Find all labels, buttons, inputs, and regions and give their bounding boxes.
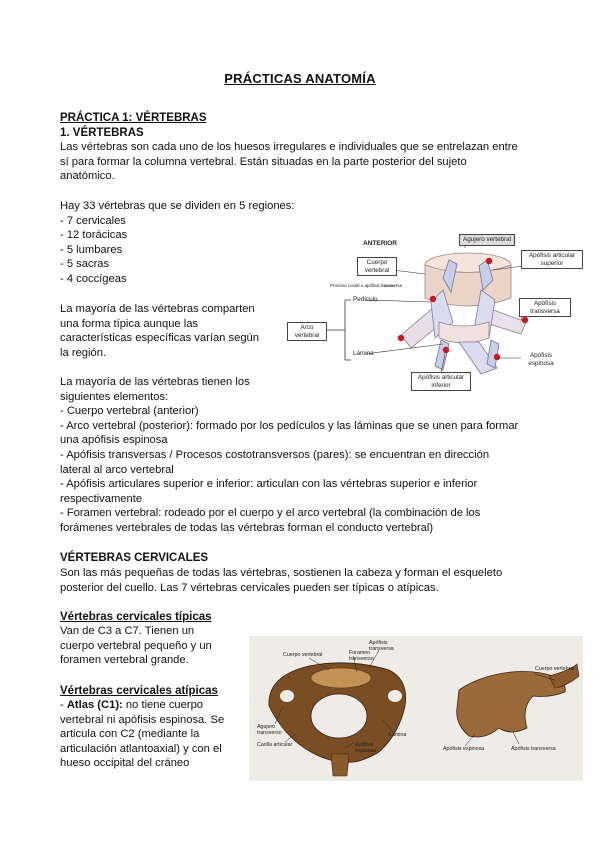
text-line: articula con C2 (mediante la	[60, 728, 200, 741]
text-span: no tiene cuerpo	[122, 699, 204, 711]
cervical-heading: VÉRTEBRAS CERVICALES	[60, 552, 209, 564]
text-line: Van de C3 a C7. Tienen un	[60, 625, 195, 637]
list-item: - Arco vertebral (posterior): formado por los pedículos y las láminas que se unen para formar	[60, 419, 519, 432]
apofisis-espinosa-label: Apófisis espinosa	[355, 742, 377, 754]
apofisis-transversa-label: Apófisis transversa	[369, 640, 394, 652]
lamina-label: Lámina	[389, 732, 407, 738]
apofisis-transversa-label: Apófisis transversa	[519, 298, 571, 317]
list-item: - 5 lumbares	[60, 243, 123, 256]
list-item: - Foramen vertebral: rodeado por el cuerpo y el arco vertebral (la combinación de los	[60, 507, 481, 520]
atlas-label: Atlas (C1):	[66, 699, 123, 711]
list-item: - Apófisis articulares superior e inferior: articulan con las vértebras superior e inferior	[60, 478, 478, 491]
proceso-costal-label: Proceso costal o apófisis transversa	[329, 283, 403, 288]
list-item: una apófisis espinosa	[60, 434, 168, 447]
text-line: articulación atlantoaxial) y con el	[60, 742, 222, 755]
atypical-cervical-heading: Vértebras cervicales atípicas	[60, 685, 218, 697]
apofisis-espinosa-label: Apófisis espinosa	[528, 352, 554, 367]
intro-line: sí para formar la columna vertebral. Están situadas en la parte posterior del sujeto	[60, 155, 467, 168]
foramen-transverso-label: Foramen transverso	[349, 650, 374, 662]
anterior-label: ANTERIOR	[363, 240, 397, 247]
pediculo-label: Pedículo	[353, 296, 378, 303]
list-item: lateral al arco vertebral	[60, 463, 174, 476]
cuerpo-vertebral-label: Cuerpo vertebral	[357, 257, 397, 276]
list-item: - 12 torácicas	[60, 229, 128, 242]
apofisis-articular-superior-label: Apófisis articular superior	[521, 250, 583, 269]
apofisis-transversa-lateral-label: Apófisis transversa	[511, 746, 556, 752]
cuerpo-vertebral-label: Cuerpo vertebral	[283, 652, 323, 658]
text-line: La mayoría de las vértebras tienen los	[60, 376, 250, 388]
section-heading-vertebras: 1. VÉRTEBRAS	[60, 127, 144, 139]
text-line: características específicas varían según	[60, 332, 259, 345]
list-item: respectivamente	[60, 492, 143, 505]
list-item: - 4 coccígeas	[60, 272, 127, 285]
apofisis-articular-inferior-label: Apófisis articular inferior	[411, 372, 471, 391]
regions-block	[60, 199, 320, 287]
typical-cervical-paragraph	[60, 624, 240, 668]
practice-heading: PRÁCTICA 1: VÉRTEBRAS	[60, 112, 207, 124]
vertebra-diagram	[283, 230, 583, 400]
lamina-label: Lámina	[353, 350, 374, 357]
text-line: siguientes elementos:	[60, 390, 169, 403]
list-item: - Apófisis transversas / Procesos costotransversos (pares): se encuentran en dirección	[60, 448, 490, 461]
text-line: Son las más pequeñas de todas las vértebras, sostienen la cabeza y forman el esqueleto	[60, 567, 503, 579]
agujero-vertebral-label: Agujero vertebral	[459, 234, 515, 246]
intro-line: anatómico.	[60, 170, 115, 183]
typical-cervical-heading: Vértebras cervicales típicas	[60, 611, 212, 623]
list-item: - 7 cervicales	[60, 214, 126, 227]
atlas-paragraph	[60, 698, 245, 771]
bullet: -	[60, 699, 67, 711]
cervical-vertebrae-photo	[249, 636, 583, 781]
list-item: - 5 sacras	[60, 258, 110, 271]
text-line: posterior del cuello. Las 7 vértebras cervicales pueden ser típicas o atípicas.	[60, 581, 439, 594]
text-line: cuerpo vertebral pequeño y un	[60, 639, 212, 652]
intro-paragraph	[60, 140, 540, 184]
cervical-paragraph	[60, 566, 540, 595]
agujero-transverso-label: Agujero transverso	[257, 724, 282, 736]
list-item: forámenes vertebrales de todas las vértebras forman el conducto vertebral)	[60, 521, 434, 534]
typical-form-paragraph	[60, 302, 290, 360]
text-line: la región.	[60, 346, 107, 359]
regions-intro: Hay 33 vértebras que se dividen en 5 regiones:	[60, 200, 295, 212]
text-line: vertebral ni apófisis espinosa. Se	[60, 713, 225, 726]
list-item: - Cuerpo vertebral (anterior)	[60, 405, 199, 418]
intro-line: Las vértebras son cada uno de los huesos irregulares e individuales que se entrelazan entre	[60, 141, 518, 153]
text-line: foramen vertebral grande.	[60, 654, 189, 667]
page-title: PRÁCTICAS ANATOMÍA	[224, 71, 376, 86]
text-line: hueso occipital del cráneo	[60, 757, 190, 770]
apofisis-espinosa-lateral-label: Apófisis espinosa	[443, 746, 485, 752]
text-line: una forma típica aunque las	[60, 317, 199, 330]
carilla-articular-label: Carilla articular	[257, 742, 293, 748]
text-line	[60, 698, 245, 713]
regions-list	[60, 214, 320, 287]
arco-vertebral-label: Arco vertebral	[287, 322, 327, 341]
cuerpo-vertebral-lateral-label: Cuerpo vertebral	[535, 666, 575, 672]
text-line: La mayoría de las vértebras comparten	[60, 303, 255, 315]
